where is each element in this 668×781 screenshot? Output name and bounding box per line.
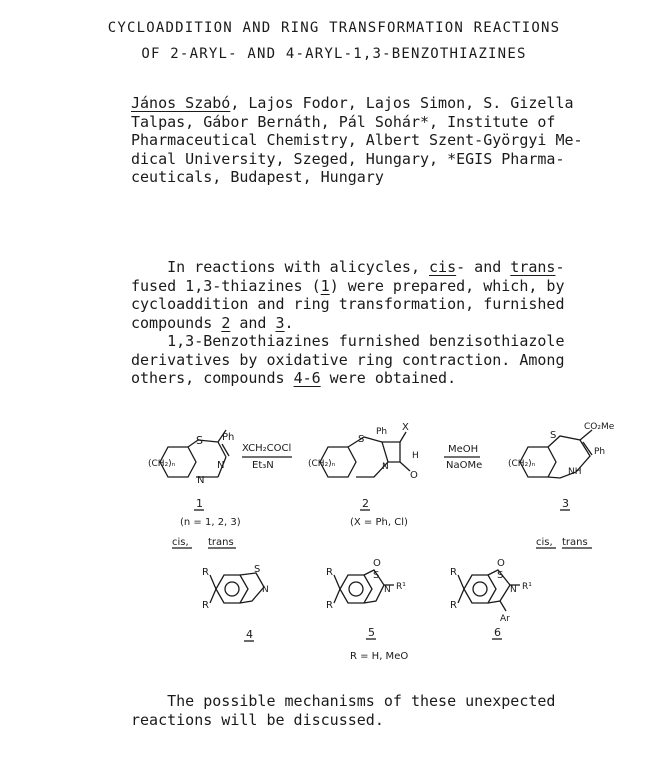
reagent-2-top: MeOH	[448, 444, 479, 455]
compound-number-4: 4	[246, 628, 253, 641]
compound-ref-4-6: 4-6	[293, 369, 321, 387]
compound-1-note: (n = 1, 2, 3)	[180, 517, 241, 528]
paper-title-line-1: CYCLOADDITION AND RING TRANSFORMATION REACTIONS	[107, 20, 561, 36]
reaction-arrow-2	[444, 444, 482, 471]
r-substituent: R	[326, 567, 333, 578]
ring-size-label: (CH₂)ₙ	[148, 459, 176, 469]
compound-6-structure	[450, 558, 532, 639]
sulfur-atom: S	[254, 564, 261, 575]
reagent-1-bottom: Et₃N	[252, 460, 274, 471]
abstract-text-run: and	[230, 313, 276, 332]
x-substituent: X	[402, 422, 409, 433]
compound-ref-1: 1	[320, 276, 330, 295]
cut-off-header-fragment	[270, 0, 570, 2]
ring-size-label: (CH₂)ₙ	[508, 459, 536, 469]
authors-line-1: , Lajos Fodor, Lajos Simon, S. Gizella	[230, 94, 574, 112]
compound-1-structure	[148, 430, 234, 486]
nitrogen-atom: N	[510, 585, 517, 595]
trans-label: trans	[208, 537, 234, 548]
reagent-1-top: XCH₂COCl	[242, 443, 292, 454]
abstract-text-run: In reactions with alicycles,	[131, 258, 430, 276]
compound-2-structure	[308, 422, 419, 481]
abstract-text-run: - and	[456, 258, 511, 276]
compound-number-5: 5	[368, 626, 375, 639]
cis-label: cis,	[536, 537, 553, 548]
r1-substituent: R¹	[396, 582, 406, 592]
trans-label: trans	[562, 537, 588, 548]
reagent-2-bottom: NaOMe	[446, 460, 483, 471]
aryl-group: Ar	[500, 614, 510, 624]
hydrogen-atom: H	[412, 451, 419, 461]
compound-3-structure	[508, 422, 615, 478]
closing-line-1: The possible mechanisms of these unexpected	[131, 692, 556, 710]
nitrogen-atom: N	[197, 475, 205, 486]
authors-line-2: Talpas, Gábor Bernáth, Pál Sohár*, Institute of	[131, 112, 556, 131]
cis-term: cis	[429, 258, 457, 276]
oxygen-atom: O	[410, 470, 418, 481]
r-substituent: R	[450, 567, 457, 578]
trans-term: trans	[510, 258, 556, 276]
r-substituent: R	[202, 600, 209, 611]
nitrogen-atom: N	[382, 462, 389, 472]
oxygen-atom: O	[497, 558, 505, 569]
author-affiliation-block	[131, 94, 583, 187]
sulfur-atom: S	[358, 434, 365, 445]
abstract-text-run: compounds	[131, 313, 222, 332]
nitrogen-atom: N	[384, 585, 391, 595]
reaction-arrow-1	[242, 443, 292, 471]
authors-line-4: dical University, Szeged, Hungary, *EGIS Pharma-	[131, 149, 565, 168]
compound-number-1: 1	[196, 497, 203, 510]
cis-label: cis,	[172, 537, 189, 548]
nitrogen-atom: N	[217, 460, 225, 471]
compound-5-structure	[326, 558, 408, 662]
r-substituent: R	[450, 600, 457, 611]
compound-5-note: R = H, MeO	[350, 651, 409, 662]
sulfur-atom: S	[497, 570, 504, 581]
closing-line-2: reactions will be discussed.	[131, 710, 384, 729]
r-substituent: R	[326, 600, 333, 611]
sulfur-atom: S	[373, 570, 380, 581]
compound-ref-3: 3	[275, 313, 285, 332]
abstract-text-run: others, compounds	[131, 369, 294, 387]
paper-title-line-2: OF 2-ARYL- AND 4-ARYL-1,3-BENZOTHIAZINES	[141, 46, 527, 62]
closing-paragraph	[131, 692, 555, 729]
compound-number-2: 2	[362, 497, 369, 510]
abstract-text-run: .	[284, 313, 294, 332]
compound-number-6: 6	[494, 626, 501, 639]
phenyl-group: Ph	[222, 432, 235, 443]
compound-ref-2: 2	[221, 313, 231, 332]
ester-group: CO₂Me	[584, 422, 615, 432]
r-substituent: R	[202, 567, 209, 578]
abstract-text-run: fused 1,3-thiazines (	[131, 276, 321, 295]
sulfur-atom: S	[550, 430, 557, 441]
abstract-line-3: cycloaddition and ring transformation, furnished	[131, 295, 565, 313]
abstract-line-5: 1,3-Benzothiazines furnished benzisothiazole	[131, 332, 565, 350]
phenyl-group: Ph	[376, 427, 388, 437]
abstract-text	[131, 258, 565, 388]
reaction-scheme	[0, 410, 668, 670]
abstract-line-6: derivatives by oxidative ring contraction. Among	[131, 350, 565, 369]
abstract-text-run: -	[555, 258, 565, 276]
authors-line-5: ceuticals, Budapest, Hungary	[131, 168, 384, 186]
presenting-author: János Szabó	[131, 94, 231, 112]
compound-2-note: (X = Ph, Cl)	[350, 517, 408, 528]
compound-4-structure	[202, 564, 269, 641]
phenyl-group: Ph	[594, 447, 606, 457]
abstract-text-run: ) were prepared, which, by	[329, 276, 565, 295]
amine-group: NH	[568, 467, 582, 477]
oxygen-atom: O	[373, 558, 381, 569]
r1-substituent: R¹	[522, 582, 532, 592]
authors-line-3: Pharmaceutical Chemistry, Albert Szent-Györgyi Me-	[131, 131, 583, 149]
abstract-text-run: were obtained.	[320, 369, 457, 387]
sulfur-atom: S	[196, 434, 203, 447]
nitrogen-atom: N	[262, 585, 269, 595]
ring-size-label: (CH₂)ₙ	[308, 459, 336, 469]
compound-number-3: 3	[562, 497, 569, 510]
